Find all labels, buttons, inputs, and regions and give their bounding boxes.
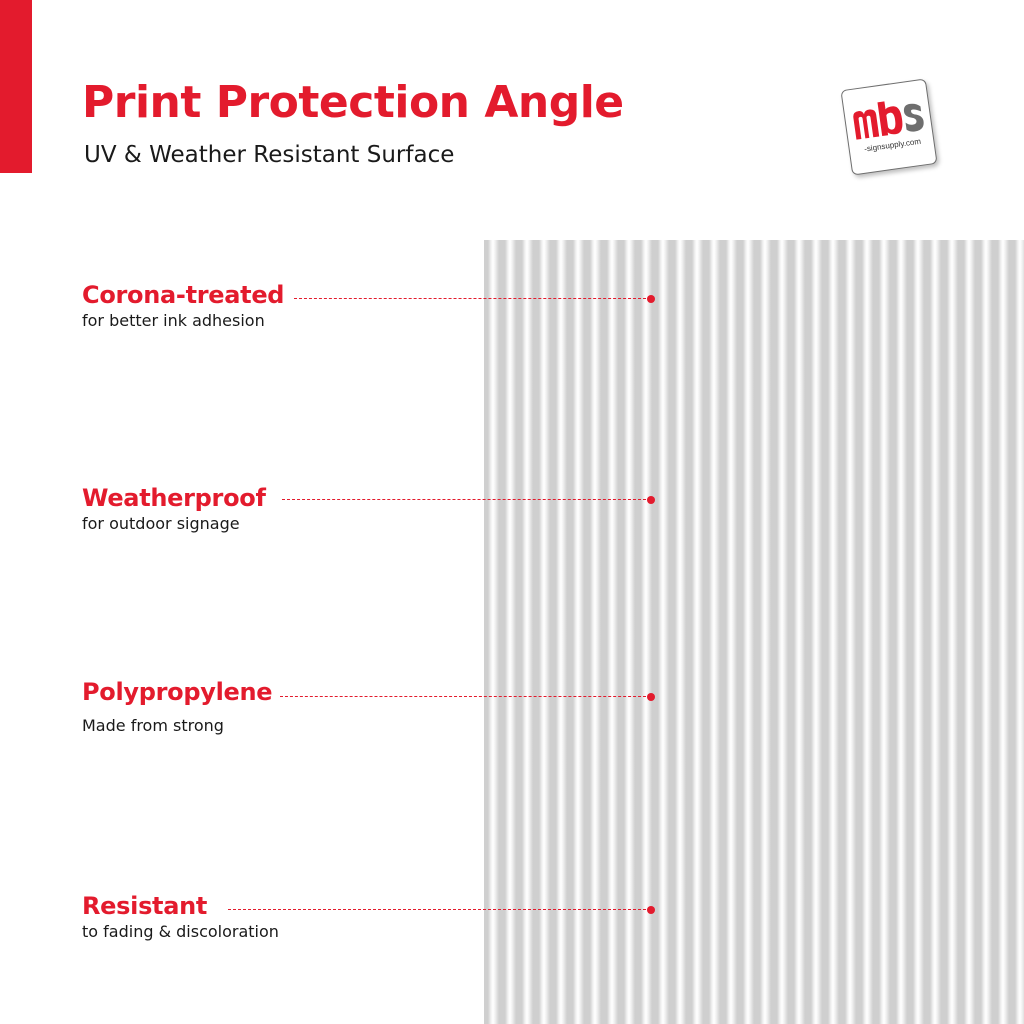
feature-description: for better ink adhesion bbox=[82, 311, 265, 330]
brand-logo bbox=[840, 78, 937, 175]
callout-dot bbox=[647, 906, 655, 914]
leader-line bbox=[282, 499, 646, 500]
callout-dot bbox=[647, 693, 655, 701]
feature-weatherproof bbox=[82, 483, 266, 535]
feature-description: for outdoor signage bbox=[82, 514, 240, 533]
feature-title: Weatherproof bbox=[82, 484, 266, 512]
accent-bar bbox=[0, 0, 32, 173]
corrugated-board-image bbox=[484, 240, 1024, 1024]
feature-title: Resistant bbox=[82, 892, 208, 920]
page-subtitle: UV & Weather Resistant Surface bbox=[84, 142, 455, 168]
logo-domain-text: -signsupply.com bbox=[863, 136, 922, 154]
feature-description: Made from strong bbox=[82, 716, 224, 735]
leader-line bbox=[294, 298, 646, 299]
feature-description: to fading & discoloration bbox=[82, 922, 279, 941]
callout-dot bbox=[647, 496, 655, 504]
feature-polypropylene bbox=[82, 677, 272, 737]
feature-resistant bbox=[82, 891, 279, 943]
leader-line bbox=[228, 909, 646, 910]
feature-title: Corona-treated bbox=[82, 281, 285, 309]
page-title: Print Protection Angle bbox=[82, 77, 624, 128]
feature-title: Polypropylene bbox=[82, 678, 273, 706]
callout-dot bbox=[647, 295, 655, 303]
leader-line bbox=[280, 696, 646, 697]
feature-corona-treated bbox=[82, 280, 284, 332]
